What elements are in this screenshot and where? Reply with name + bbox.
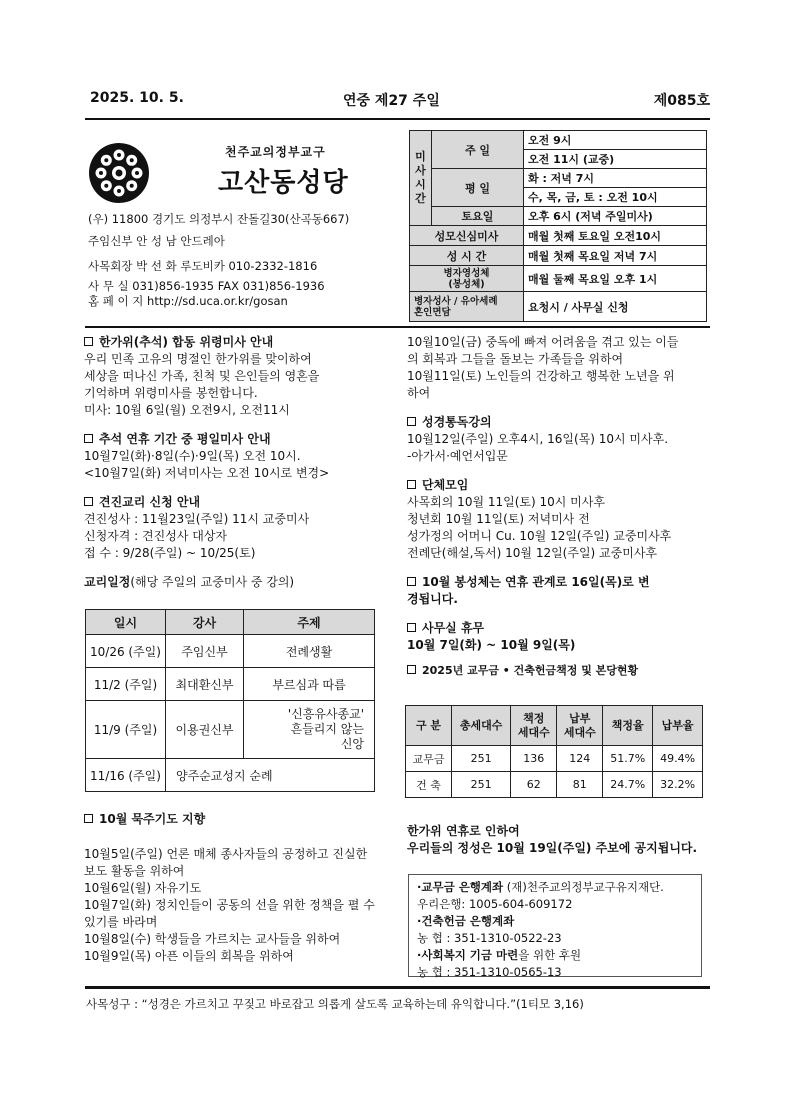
text-line: <10월7일(화) 저녁미사는 오전 10시로 변경> xyxy=(84,466,330,480)
confirmation-title: 견진교리 신청 안내 xyxy=(84,494,384,511)
text-line: 10월7일(화) 정치인들이 공동의 선을 위한 정책을 펼 수 xyxy=(84,898,375,912)
bank-line: ·사회복지 기금 마련을 위한 후원 xyxy=(417,948,582,962)
saturday-label: 토요일 xyxy=(432,207,524,226)
finance-header: 책정율 xyxy=(603,706,653,746)
sick-communion-label: 병자영성체 (봉성체) xyxy=(410,266,524,292)
finance-header: 납부율 xyxy=(653,706,703,746)
diocese-name: 천주교의정부교구 xyxy=(225,145,326,159)
square-bullet-icon xyxy=(407,417,416,426)
finance-title: 2025년 교무금 • 건축헌금책정 및 본당현황 xyxy=(407,662,707,679)
sick-communion-value: 매월 둘째 목요일 오후 1시 xyxy=(524,266,707,292)
table-row xyxy=(86,635,375,668)
lecture-schedule-title: 교리일정(해당 주일의 교중미사 중 강의) xyxy=(84,575,295,589)
lecture-header-speaker: 강사 xyxy=(166,610,244,635)
finance-table xyxy=(405,705,703,798)
table-cell: 251 xyxy=(452,746,511,772)
bank-account-number: 농 협 : 351-1310-0565-13 xyxy=(417,965,562,979)
holy-hour-label: 성 시 간 xyxy=(410,246,524,266)
weekday-label: 평 일 xyxy=(432,169,524,207)
table-cell: 11/16 (주일) xyxy=(86,759,166,792)
bulletin-header xyxy=(90,90,710,112)
text-line: 10월6일(월) 자유기도 xyxy=(84,881,202,895)
table-row xyxy=(406,746,703,772)
square-bullet-icon xyxy=(84,337,93,346)
table-cell: 124 xyxy=(557,746,603,772)
text-line: 10월12일(주일) 오후4시, 16일(목) 10시 미사후. xyxy=(407,432,669,446)
finance-header: 구 분 xyxy=(406,706,452,746)
table-cell: 주임신부 xyxy=(166,635,244,668)
table-row xyxy=(86,668,375,701)
square-bullet-icon xyxy=(407,665,416,674)
church-pastor: 주임신부 안 성 남 안드레아 xyxy=(88,234,225,248)
table-cell: 부르심과 따름 xyxy=(244,668,375,701)
table-cell: 11/2 (주일) xyxy=(86,668,166,701)
lecture-table xyxy=(85,609,375,792)
pastoral-motto: 사목성구 : “성경은 가르치고 꾸짖고 바로잡고 의롭게 살도록 교육하는데 유익합니다.”(1티모 3,16) xyxy=(86,997,584,1011)
bank-line: ·건축헌금 은행계좌 xyxy=(417,914,515,928)
square-bullet-icon xyxy=(407,577,416,586)
text-line: 기억하며 위령미사를 봉헌합니다. xyxy=(84,386,258,400)
bank-account-number: 우리은행: 1005-604-609172 xyxy=(417,897,573,911)
text-line: 성가정의 어머니 Cu. 10월 12일(주일) 교중미사후 xyxy=(407,529,672,543)
finance-header: 총세대수 xyxy=(452,706,511,746)
bank-account-number: 농 협 : 351-1310-0522-23 xyxy=(417,931,562,945)
text-line: 사목회의 10월 11일(토) 10시 미사후 xyxy=(407,495,605,509)
text-line: 보도 활동을 위하여 xyxy=(84,864,185,878)
text-line: 한가위 연휴로 인하여 xyxy=(407,824,520,838)
text-line: 10월5일(주일) 언론 매체 종사자들의 공정하고 진실한 xyxy=(84,847,368,861)
square-bullet-icon xyxy=(84,814,93,823)
bible-lecture-title: 성경통독강의 xyxy=(407,414,707,431)
square-bullet-icon xyxy=(407,480,416,489)
holiday-mass-title: 추석 연휴 기간 중 평일미사 안내 xyxy=(84,431,384,448)
chuseok-mass-title: 한가위(추석) 합동 위령미사 안내 xyxy=(84,334,384,351)
table-cell: 건 축 xyxy=(406,772,452,798)
marian-mass-label: 성모신심미사 xyxy=(410,226,524,246)
square-bullet-icon xyxy=(84,434,93,443)
finance-header: 책정 세대수 xyxy=(511,706,557,746)
table-row xyxy=(406,772,703,798)
table-cell: 10/26 (주일) xyxy=(86,635,166,668)
sunday-mass-2: 오전 11시 (교중) xyxy=(524,150,707,169)
text-line: 10월7일(화)·8일(수)·9일(목) 오전 10시. xyxy=(84,449,301,463)
table-cell: 양주순교성지 순례 xyxy=(166,759,375,792)
offering-notice xyxy=(407,823,707,857)
office-closed-title: 사무실 휴무 xyxy=(407,620,707,637)
table-cell: 136 xyxy=(511,746,557,772)
finance-header: 납부 세대수 xyxy=(557,706,603,746)
rosary-section xyxy=(84,811,384,965)
square-bullet-icon xyxy=(407,623,416,632)
text-line: 견진성사 : 11월23일(주일) 11시 교중미사 xyxy=(84,512,310,526)
table-cell: 이용권신부 xyxy=(166,701,244,759)
text-line: 의 회복과 그들을 돌보는 가족들을 위하여 xyxy=(407,352,624,366)
square-bullet-icon xyxy=(84,497,93,506)
table-row xyxy=(86,701,375,759)
text-line: 10월10일(금) 중독에 빠져 어려움을 겪고 있는 이들 xyxy=(407,335,679,349)
text-line: 세상을 떠나신 가족, 친척 및 은인들의 영혼을 xyxy=(84,369,320,383)
text-line: 10월 7일(화) ~ 10월 9일(목) xyxy=(407,638,576,652)
text-line: 10월11일(토) 노인들의 건강하고 행복한 노년을 위 xyxy=(407,369,675,383)
marian-mass-value: 매월 첫째 토요일 오전10시 xyxy=(524,226,707,246)
rosary-title: 10월 묵주기도 지향 xyxy=(84,811,384,828)
liturgical-week: 연중 제27 주일 xyxy=(343,93,440,109)
text-line: -아가서·예언서입문 xyxy=(407,449,508,463)
sunday-mass-1: 오전 9시 xyxy=(524,131,707,150)
text-line: 신청자격 : 견진성사 대상자 xyxy=(84,529,227,543)
sacraments-value: 요청시 / 사무실 신청 xyxy=(524,292,707,322)
weekday-mass-1: 화 : 저녁 7시 xyxy=(524,169,707,188)
table-cell: 최대환신부 xyxy=(166,668,244,701)
text-line: 전례단(해설,독서) 10월 12일(주일) 교중미사후 xyxy=(407,546,657,560)
text-line: 우리 민족 고유의 명절인 한가위를 맞이하여 xyxy=(84,352,312,366)
church-office: 사 무 실 031)856-1935 FAX 031)856-1936 xyxy=(88,279,325,293)
text-line: 접 수 : 9/28(주일) ~ 10/25(토) xyxy=(84,546,256,560)
table-cell: 62 xyxy=(511,772,557,798)
table-cell: 251 xyxy=(452,772,511,798)
bank-accounts-box xyxy=(408,874,702,977)
weekday-mass-2: 수, 목, 금, 토 : 오전 10시 xyxy=(524,188,707,207)
church-council: 사목회장 박 선 화 루도비카 010-2332-1816 xyxy=(88,259,318,273)
church-homepage[interactable]: 홈 페 이 지 http://sd.uca.or.kr/gosan xyxy=(88,294,288,308)
table-cell: 51.7% xyxy=(603,746,653,772)
issue-number: 제085호 xyxy=(653,93,710,109)
mass-times-table xyxy=(409,130,707,322)
table-row xyxy=(86,759,375,792)
table-cell: 교무금 xyxy=(406,746,452,772)
right-column xyxy=(407,334,707,679)
church-address: (우) 11800 경기도 의정부시 잔돌길30(산곡동667) xyxy=(88,212,350,226)
church-name: 고산동성당 xyxy=(218,168,349,198)
header-rule xyxy=(85,118,710,120)
sunday-label: 주 일 xyxy=(432,131,524,169)
text-line: 있기를 바라며 xyxy=(84,915,158,929)
text-line: 10월8일(수) 학생들을 가르치는 교사들을 위하여 xyxy=(84,932,341,946)
holy-hour-value: 매월 첫째 목요일 저녁 7시 xyxy=(524,246,707,266)
section-divider xyxy=(85,326,710,328)
table-cell: 11/9 (주일) xyxy=(86,701,166,759)
table-cell: 32.2% xyxy=(653,772,703,798)
left-column xyxy=(84,334,384,591)
text-line: 10월9일(목) 아픈 이들의 회복을 위하여 xyxy=(84,949,294,963)
text-line: 하여 xyxy=(407,386,431,400)
bulletin-date: 2025. 10. 5. xyxy=(90,90,184,106)
mass-times-label xyxy=(410,131,432,226)
table-cell: 49.4% xyxy=(653,746,703,772)
table-cell: 24.7% xyxy=(603,772,653,798)
table-cell: 81 xyxy=(557,772,603,798)
group-meeting-title: 단체모임 xyxy=(407,477,707,494)
table-cell: '신흥유사종교' 흔들리지 않는 신앙 xyxy=(244,701,375,759)
text-line: 청년회 10월 11일(토) 저녁미사 전 xyxy=(407,512,590,526)
communion-change-notice: 10월 봉성체는 연휴 관계로 16일(목)로 변 xyxy=(407,574,707,591)
sacraments-label: 병자성사 / 유아세례 혼인면담 xyxy=(410,292,524,322)
text-line: 미사: 10월 6일(월) 오전9시, 오전11시 xyxy=(84,403,290,417)
lecture-header-date: 일시 xyxy=(86,610,166,635)
church-logo-icon xyxy=(88,142,150,204)
bank-line: ·교무금 은행계좌 (재)천주교의정부교구유지재단. xyxy=(417,880,664,894)
lecture-header-topic: 주제 xyxy=(244,610,375,635)
text-line: 우리들의 정성은 10월 19일(주일) 주보에 공지됩니다. xyxy=(407,841,698,855)
text-line: 경됩니다. xyxy=(407,592,458,606)
saturday-mass: 오후 6시 (저녁 주일미사) xyxy=(524,207,707,226)
mass-times-vertical-label: 미 사 시 간 xyxy=(415,150,426,205)
table-cell: 전례생활 xyxy=(244,635,375,668)
footer-rule xyxy=(85,986,710,989)
